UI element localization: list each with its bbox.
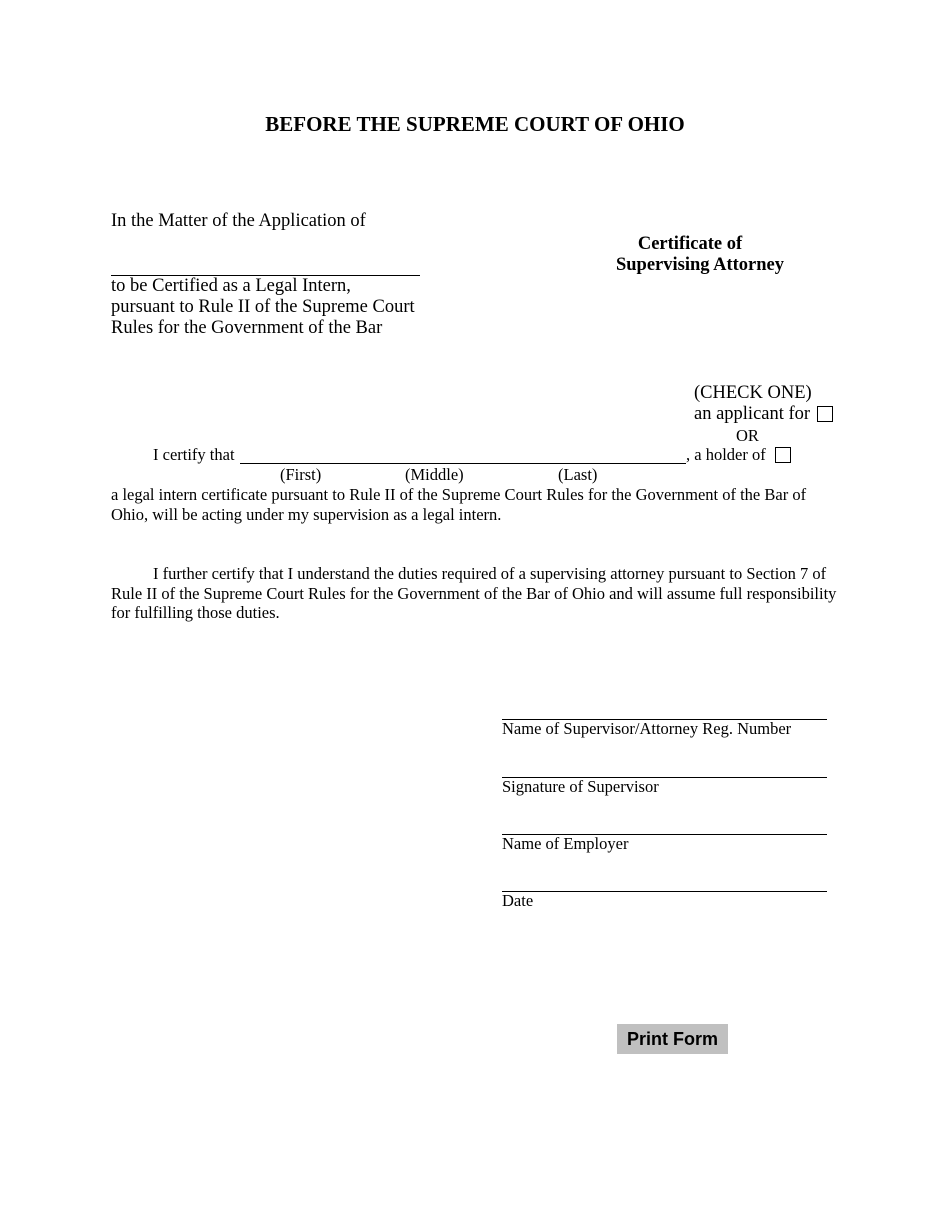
last-name-sublabel: (Last) xyxy=(558,465,598,484)
supervisor-name-label: Name of Supervisor/Attorney Reg. Number xyxy=(502,719,792,738)
check-one-heading: (CHECK ONE) xyxy=(694,383,812,403)
certify-lead: I certify that xyxy=(153,445,235,464)
applicant-for-checkbox[interactable] xyxy=(817,406,833,422)
supervisor-signature-label: Signature of Supervisor xyxy=(502,777,659,796)
holder-of-label: , a holder of xyxy=(686,445,766,464)
first-name-sublabel: (First) xyxy=(280,465,322,484)
page-title: BEFORE THE SUPREME COURT OF OHIO xyxy=(265,112,685,136)
certified-line-1: to be Certified as a Legal Intern, xyxy=(111,276,351,296)
certified-line-2: pursuant to Rule II of the Supreme Court xyxy=(111,297,415,317)
applicant-for-label: an applicant for xyxy=(694,404,811,424)
holder-of-checkbox[interactable] xyxy=(775,447,791,463)
certified-name-field[interactable] xyxy=(240,463,686,464)
doc-title-line-2: Supervising Attorney xyxy=(615,255,785,275)
date-label: Date xyxy=(502,891,534,910)
certify-continuation: a legal intern certificate pursuant to Rule II of the Supreme Court Rules for the Government of the Bar of Ohio, will be acting under my supervision as a legal intern. xyxy=(111,485,807,524)
or-label: OR xyxy=(736,426,759,445)
date-field[interactable] xyxy=(502,891,827,892)
matter-line: In the Matter of the Application of xyxy=(111,211,366,231)
certified-line-3: Rules for the Government of the Bar xyxy=(111,318,383,338)
further-certify-paragraph: I further certify that I understand the duties required of a supervising attorney pursuant to Section 7 of Rule II of the Supreme Court Rules for the Government of the Bar of Ohio and will assume full responsibility for fulfilling those duties. xyxy=(111,564,837,622)
doc-title-line-1: Certificate of xyxy=(637,234,743,254)
middle-name-sublabel: (Middle) xyxy=(405,465,464,484)
print-form-button[interactable]: Print Form xyxy=(617,1024,728,1054)
employer-name-label: Name of Employer xyxy=(502,834,629,853)
